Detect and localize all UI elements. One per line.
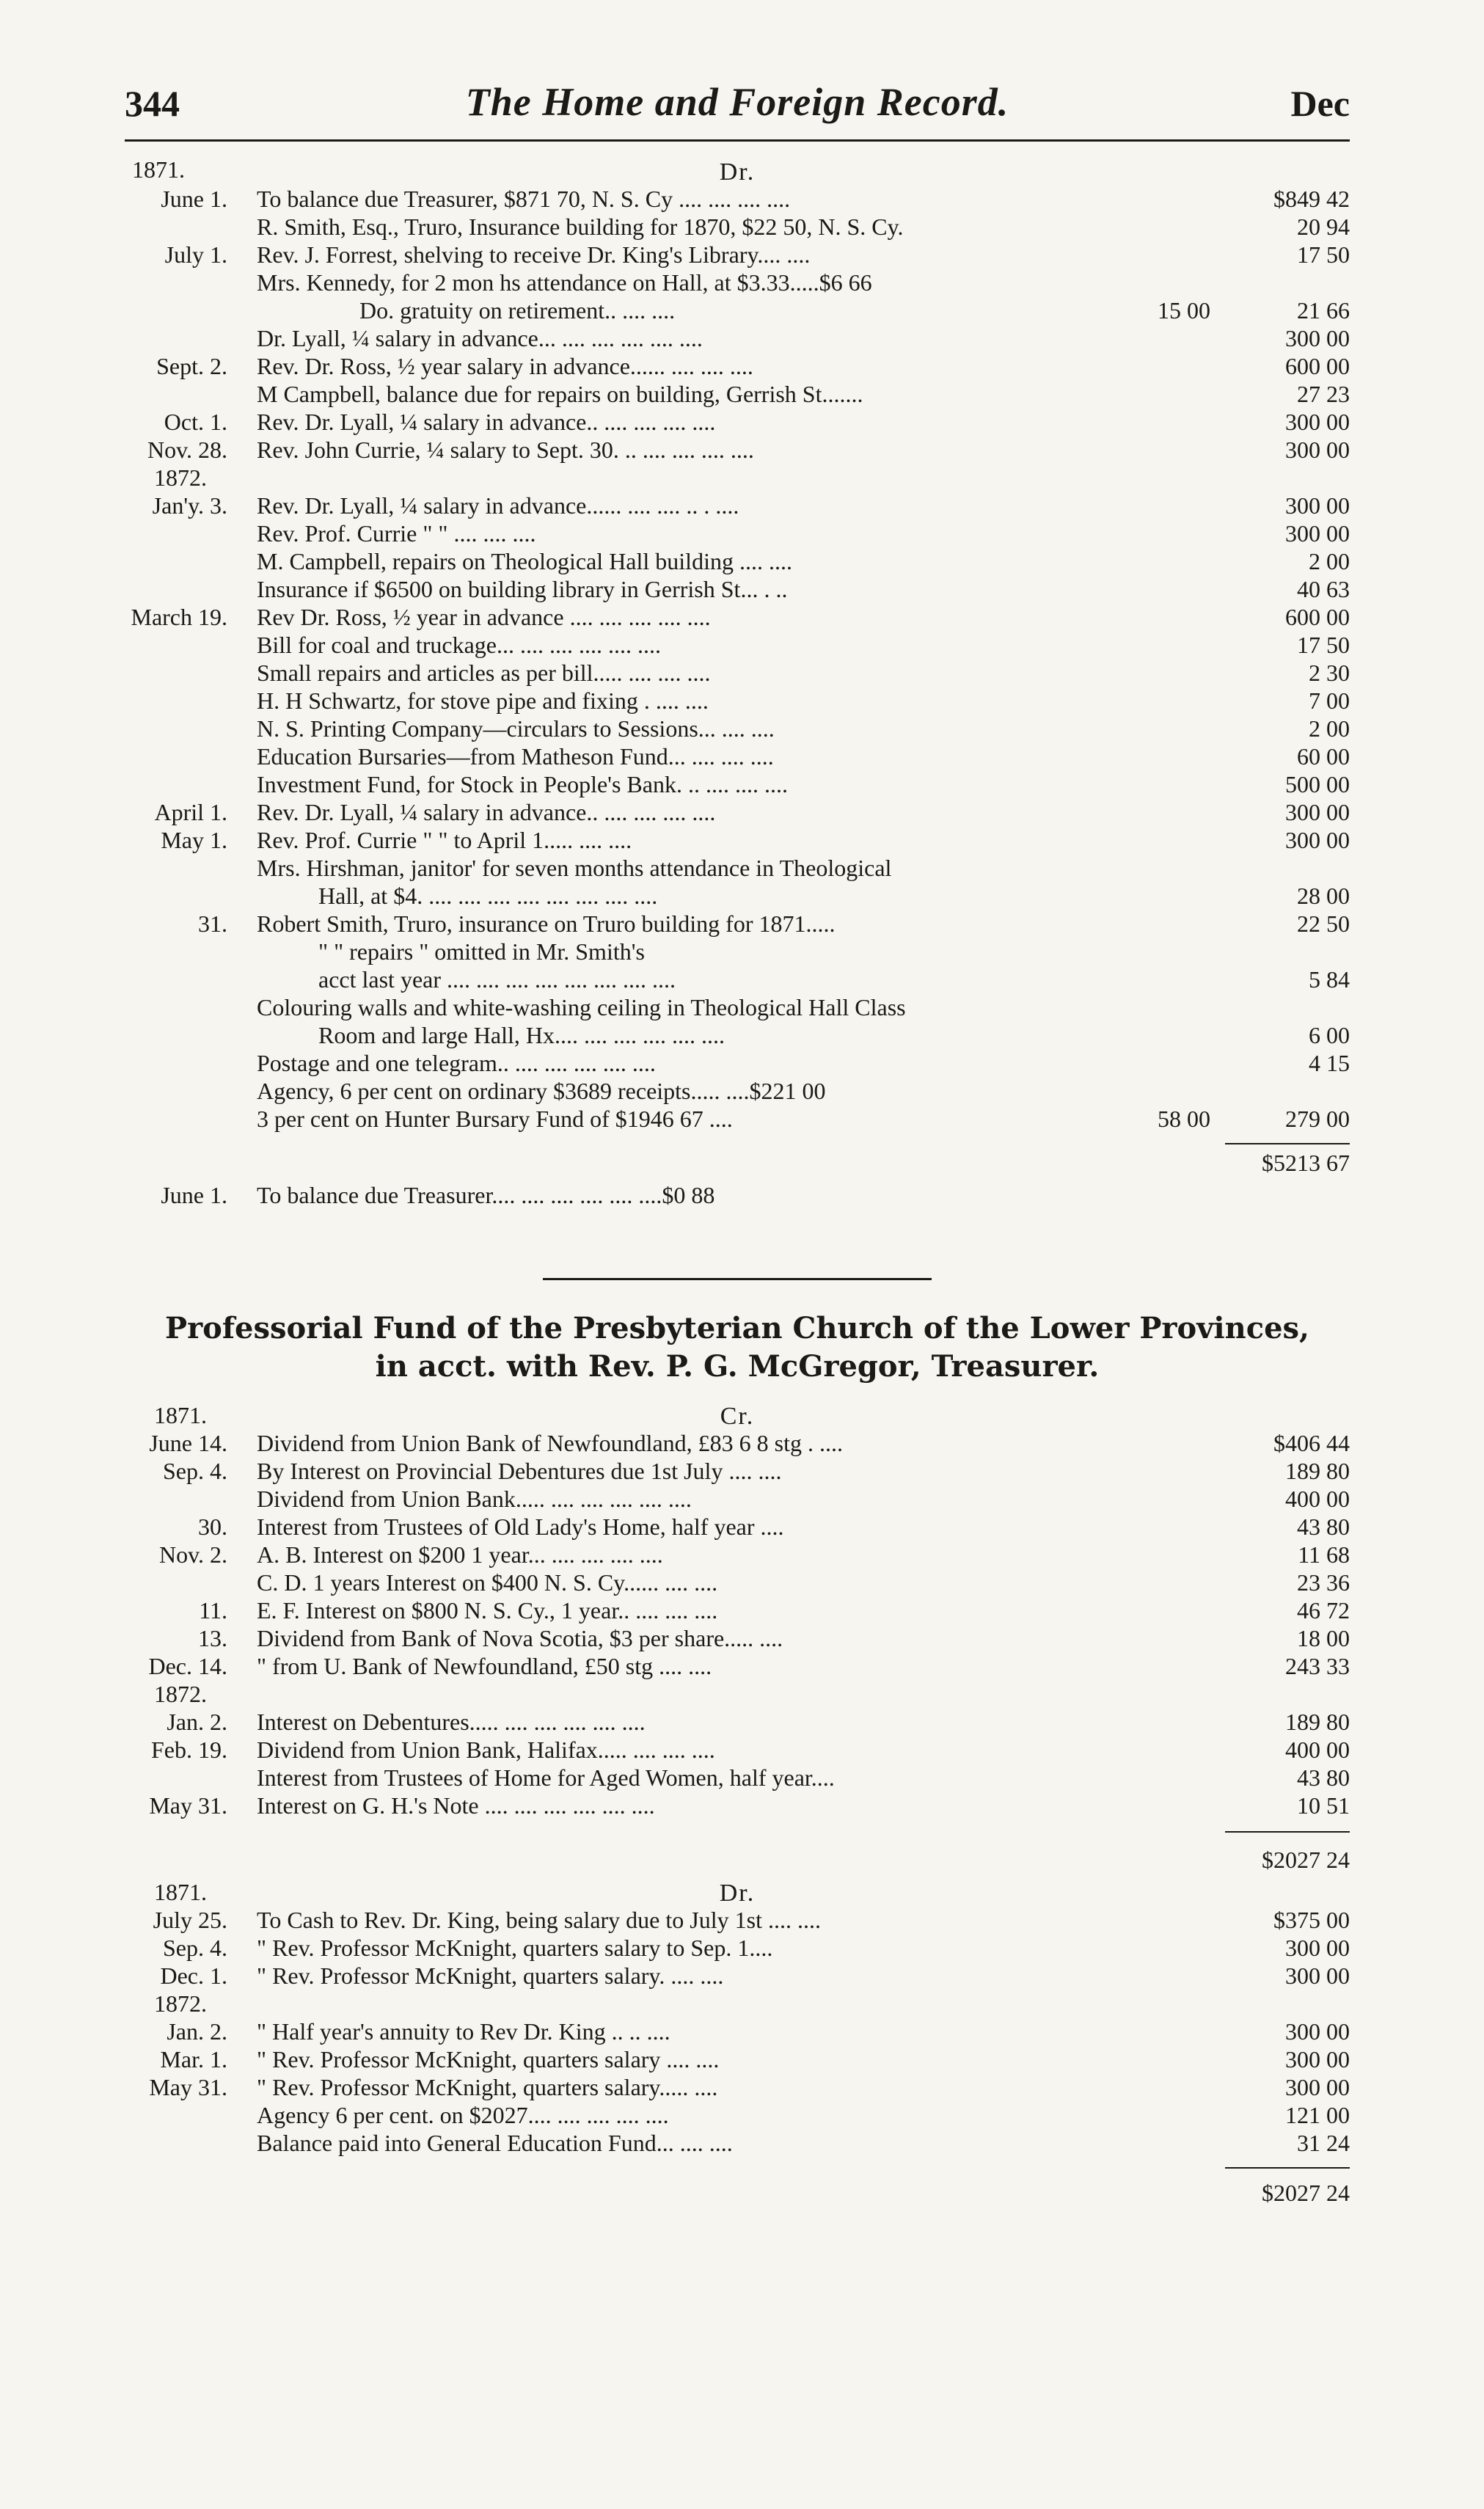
ledger-row [125, 1962, 1350, 1990]
entry-amount: 600 00 [1285, 604, 1350, 630]
entry-description: " Rev. Professor McKnight, quarters salary to Sep. 1.... [257, 1935, 773, 1961]
ledger-row [125, 910, 1350, 938]
entry-description: Agency 6 per cent. on $2027.... .... .... .... .... [257, 2102, 669, 2128]
entry-amount: 60 00 [1297, 743, 1350, 770]
entry-description: Rev. J. Forrest, shelving to receive Dr. King's Library.... .... [257, 241, 811, 268]
header-month: Dec [1290, 83, 1350, 124]
ledger-row [125, 854, 1350, 882]
ledger-row [125, 715, 1350, 742]
ledger-page [125, 0, 1350, 2509]
entry-date: April 1. [154, 799, 227, 825]
entry-description: By Interest on Provincial Debentures due 1st July .... .... [257, 1458, 782, 1484]
entry-description: Room and large Hall, Hx.... .... .... .... .... .... [318, 1022, 725, 1048]
total-rule [1225, 1831, 1350, 1833]
entry-description: Rev Dr. Ross, ½ year in advance .... .... .... .... .... [257, 604, 711, 630]
entry-description: acct last year .... .... .... .... .... .... .... .... [318, 966, 676, 993]
ledger-row [125, 1105, 1350, 1133]
entry-description: To balance due Treasurer, $871 70, N. S. Cy .... .... .... .... [257, 186, 791, 212]
entry-subamount: 58 00 [1158, 1106, 1210, 1132]
ledger-row [125, 1568, 1350, 1596]
entry-description: Robert Smith, Truro, insurance on Truro building for 1871..... [257, 910, 836, 937]
entry-amount: 28 00 [1297, 883, 1350, 909]
entry-amount: 46 72 [1297, 1597, 1350, 1624]
entry-description: Interest on G. H.'s Note .... .... .... .... .... .... [257, 1792, 655, 1819]
entry-amount: 5 84 [1309, 966, 1350, 993]
entry-date: March 19. [131, 604, 227, 630]
section-separator [543, 1278, 932, 1280]
entry-date: July 25. [153, 1907, 227, 1933]
entry-description: Hall, at $4. .... .... .... .... .... .... .... .... [318, 883, 658, 909]
ledger-row [125, 1990, 1350, 2017]
ledger-row [125, 2129, 1350, 2157]
entry-amount: 243 33 [1285, 1653, 1350, 1679]
entry-amount: 20 94 [1297, 213, 1350, 240]
ledger-row [125, 2017, 1350, 2045]
entry-description: C. D. 1 years Interest on $400 N. S. Cy...... .... .... [257, 1569, 718, 1596]
ledger-row [125, 1541, 1350, 1568]
year-label: 1872. [154, 1681, 207, 1707]
ledger-row [125, 2045, 1350, 2073]
entry-description: " " repairs " omitted in Mr. Smith's [318, 938, 645, 965]
entry-date: Nov. 28. [147, 437, 227, 463]
ledger-row [125, 770, 1350, 798]
ledger-row [125, 241, 1350, 269]
entry-description: To balance due Treasurer.... .... .... .... .... ....$0 88 [257, 1182, 715, 1208]
entry-date: 31. [198, 910, 227, 937]
entry-description: Rev. Dr. Lyall, ¼ salary in advance.. .... .... .... .... [257, 409, 716, 435]
entry-amount: 300 00 [1285, 799, 1350, 825]
entry-description: Dividend from Union Bank..... .... .... .... .... .... [257, 1486, 692, 1512]
entry-description: H. H Schwartz, for stove pipe and fixing . .... .... [257, 687, 709, 714]
total-amount: $2027 24 [1262, 2180, 1350, 2206]
entry-description: Agency, 6 per cent on ordinary $3689 receipts..... ....$221 00 [257, 1078, 826, 1104]
year-label-text: 1871. [154, 1879, 207, 1905]
ledger-row [125, 631, 1350, 659]
ledger-row [125, 408, 1350, 436]
entry-amount: 300 00 [1285, 1935, 1350, 1961]
entry-description: Rev. Dr. Lyall, ¼ salary in advance.. .... .... .... .... [257, 799, 716, 825]
total-amount: $2027 24 [1262, 1847, 1350, 1873]
entry-amount: 2 00 [1309, 715, 1350, 742]
year-label: 1872. [154, 464, 207, 491]
entry-date: Jan'y. 3. [152, 492, 227, 519]
entry-amount: 18 00 [1297, 1625, 1350, 1651]
entry-amount: 11 68 [1298, 1541, 1350, 1568]
ledger-row [125, 603, 1350, 631]
entry-amount: 300 00 [1285, 2074, 1350, 2100]
entry-description: Education Bursaries—from Matheson Fund... .... .... .... [257, 743, 774, 770]
entry-amount: 300 00 [1285, 1962, 1350, 1989]
entry-description: Rev. Prof. Currie " " to April 1..... .... .... [257, 827, 632, 853]
ledger-row [125, 1906, 1350, 1934]
entry-description: Balance paid into General Education Fund... .... .... [257, 2130, 733, 2156]
ledger-row [125, 1485, 1350, 1513]
entry-description: Insurance if $6500 on building library in Gerrish St... . .. [257, 576, 788, 602]
entry-date: June 14. [149, 1430, 227, 1456]
entry-description: A. B. Interest on $200 1 year... .... .... .... .... [257, 1541, 663, 1568]
ledger-row [125, 993, 1350, 1021]
entry-amount: 10 51 [1297, 1792, 1350, 1819]
entry-description: Postage and one telegram.. .... .... .... .... .... [257, 1050, 656, 1076]
entry-amount: 300 00 [1285, 437, 1350, 463]
entry-date: July 1. [164, 241, 227, 268]
entry-amount: 500 00 [1285, 771, 1350, 797]
entry-amount: 7 00 [1309, 687, 1350, 714]
entry-description: Do. gratuity on retirement.. .... .... [359, 297, 676, 324]
ledger-row [125, 882, 1350, 910]
entry-amount: 6 00 [1309, 1022, 1350, 1048]
entry-amount: 300 00 [1285, 827, 1350, 853]
ledger-row [125, 687, 1350, 715]
ledger-row [125, 519, 1350, 547]
entry-description: R. Smith, Esq., Truro, Insurance building for 1870, $22 50, N. S. Cy. [257, 213, 904, 240]
ledger-row [125, 1077, 1350, 1105]
entry-amount: 400 00 [1285, 1736, 1350, 1763]
total-rule [1225, 2167, 1350, 2169]
entry-date: Feb. 19. [151, 1736, 227, 1763]
entry-amount: 121 00 [1285, 2102, 1350, 2128]
entry-description: " Half year's annuity to Rev Dr. King .. .. .... [257, 2018, 670, 2045]
total-row [125, 1846, 1350, 1874]
entry-amount: 279 00 [1285, 1106, 1350, 1132]
entry-amount: 600 00 [1285, 353, 1350, 379]
year-label-text: 1871. [154, 1402, 207, 1428]
entry-description: Investment Fund, for Stock in People's Bank. .. .... .... .... [257, 771, 788, 797]
page-number: 344 [125, 83, 180, 124]
ledger-row [125, 1049, 1350, 1077]
entry-date: 13. [198, 1625, 227, 1651]
ledger-row [125, 296, 1350, 324]
entry-description: Colouring walls and white-washing ceiling in Theological Hall Class [257, 994, 906, 1020]
entry-description: " from U. Bank of Newfoundland, £50 stg .... .... [257, 1653, 712, 1679]
entry-description: Dr. Lyall, ¼ salary in advance... .... .... .... .... .... [257, 325, 703, 351]
ledger-row [125, 1652, 1350, 1680]
ledger-row [125, 1736, 1350, 1764]
ledger-row [125, 1708, 1350, 1736]
closing-balance-row [125, 1181, 1350, 1209]
entry-amount: 300 00 [1285, 2046, 1350, 2072]
entry-date: Dec. 14. [148, 1653, 227, 1679]
entry-description: " Rev. Professor McKnight, quarters salary. .... .... [257, 1962, 724, 1989]
ledger-row [125, 269, 1350, 296]
entry-amount: 43 80 [1297, 1764, 1350, 1791]
entry-description: Rev. John Currie, ¼ salary to Sept. 30. .. .... .... .... .... [257, 437, 754, 463]
ledger-row [125, 1021, 1350, 1049]
entry-description: Bill for coal and truckage... .... .... .... .... .... [257, 632, 661, 658]
entry-amount: 400 00 [1285, 1486, 1350, 1512]
dr-heading: Dr. [719, 158, 756, 186]
fund-title-line1: Professorial Fund of the Presbyterian Church of the Lower Provinces, [165, 1311, 1309, 1345]
entry-amount: 300 00 [1285, 409, 1350, 435]
ledger-row [125, 185, 1350, 213]
ledger-row [125, 1429, 1350, 1457]
ledger-row [125, 1513, 1350, 1541]
page-header [125, 82, 1350, 134]
ledger-row [125, 826, 1350, 854]
ledger-row [125, 575, 1350, 603]
ledger-row [125, 380, 1350, 408]
year-label: 1872. [154, 1990, 207, 2017]
entry-amount: 300 00 [1285, 325, 1350, 351]
fund-title-line2: in acct. with Rev. P. G. McGregor, Treasurer. [375, 1349, 1100, 1384]
entry-amount: 22 50 [1297, 910, 1350, 937]
total-rule [1225, 1143, 1350, 1144]
ledger-row [125, 965, 1350, 993]
entry-description: Mrs. Hirshman, janitor' for seven months attendance in Theological [257, 855, 892, 881]
entry-amount: 300 00 [1285, 2018, 1350, 2045]
entry-date: Sep. 4. [163, 1458, 227, 1484]
entry-description: " Rev. Professor McKnight, quarters salary..... .... [257, 2074, 718, 2100]
entry-amount: $849 42 [1273, 186, 1350, 212]
ledger-row [125, 742, 1350, 770]
entry-amount: 2 30 [1309, 660, 1350, 686]
entry-description: Rev. Prof. Currie " " .... .... .... [257, 520, 536, 547]
entry-amount: $375 00 [1273, 1907, 1350, 1933]
entry-date: 30. [198, 1513, 227, 1540]
total-row [125, 1149, 1350, 1177]
entry-description: Interest from Trustees of Home for Aged Women, half year.... [257, 1764, 835, 1791]
entry-description: Rev. Dr. Ross, ½ year salary in advance...... .... .... .... [257, 353, 753, 379]
entry-amount: 40 63 [1297, 576, 1350, 602]
entry-description: M Campbell, balance due for repairs on building, Gerrish St....... [257, 381, 863, 407]
entry-date: May 31. [149, 1792, 227, 1819]
entry-date: Mar. 1. [160, 2046, 227, 2072]
year-label-text: 1871. [132, 156, 185, 183]
entry-description: Rev. Dr. Lyall, ¼ salary in advance...... .... .... .. . .... [257, 492, 739, 519]
ledger-row [125, 1934, 1350, 1962]
entry-description: Interest on Debentures..... .... .... .... .... .... [257, 1709, 646, 1735]
ledger-row [125, 1680, 1350, 1708]
ledger-row [125, 492, 1350, 519]
entry-date: June 1. [161, 1182, 227, 1208]
entry-amount: 4 15 [1309, 1050, 1350, 1076]
total-amount: $5213 67 [1262, 1150, 1350, 1176]
dr-heading: Dr. [719, 1880, 756, 1907]
entry-date: Sep. 4. [163, 1935, 227, 1961]
ledger-row [125, 324, 1350, 352]
ledger-row [125, 464, 1350, 492]
ledger-row [125, 352, 1350, 380]
entry-amount: 189 80 [1285, 1709, 1350, 1735]
entry-description: 3 per cent on Hunter Bursary Fund of $1946 67 .... [257, 1106, 733, 1132]
entry-description: To Cash to Rev. Dr. King, being salary due to July 1st .... .... [257, 1907, 821, 1933]
entry-amount: 17 50 [1297, 632, 1350, 658]
entry-amount: 27 23 [1297, 381, 1350, 407]
entry-description: Dividend from Bank of Nova Scotia, $3 per share..... .... [257, 1625, 783, 1651]
ledger-row [125, 1596, 1350, 1624]
entry-description: Interest from Trustees of Old Lady's Home, half year .... [257, 1513, 784, 1540]
entry-description: N. S. Printing Company—circulars to Sessions... .... .... [257, 715, 775, 742]
entry-description: Small repairs and articles as per bill..... .... .... .... [257, 660, 711, 686]
journal-title: The Home and Foreign Record. [465, 80, 1009, 124]
ledger-row [125, 2073, 1350, 2101]
total-row [125, 2179, 1350, 2207]
entry-date: Jan. 2. [167, 2018, 227, 2045]
ledger-row [125, 938, 1350, 965]
entry-date: Oct. 1. [164, 409, 227, 435]
entry-amount: 43 80 [1297, 1513, 1350, 1540]
entry-amount: $406 44 [1273, 1430, 1350, 1456]
entry-date: Nov. 2. [158, 1541, 227, 1568]
ledger-row [125, 659, 1350, 687]
entry-description: " Rev. Professor McKnight, quarters salary .... .... [257, 2046, 720, 2072]
ledger-row [125, 1792, 1350, 1819]
entry-description: M. Campbell, repairs on Theological Hall building .... .... [257, 548, 792, 574]
header-rule [125, 139, 1350, 142]
ledger-row [125, 1624, 1350, 1652]
entry-description: Dividend from Union Bank, Halifax..... .... .... .... [257, 1736, 715, 1763]
entry-date: May 31. [149, 2074, 227, 2100]
entry-amount: 300 00 [1285, 492, 1350, 519]
ledger-row [125, 798, 1350, 826]
entry-amount: 21 66 [1297, 297, 1350, 324]
entry-date: Jan. 2. [167, 1709, 227, 1735]
entry-date: June 1. [161, 186, 227, 212]
entry-date: Sept. 2. [156, 353, 227, 379]
entry-amount: 2 00 [1309, 548, 1350, 574]
entry-amount: 300 00 [1285, 520, 1350, 547]
ledger-row [125, 1457, 1350, 1485]
cr-heading: Cr. [720, 1403, 755, 1430]
ledger-row [125, 213, 1350, 241]
entry-description: Dividend from Union Bank of Newfoundland, £83 6 8 stg . .... [257, 1430, 844, 1456]
entry-description: E. F. Interest on $800 N. S. Cy., 1 year.. .... .... .... [257, 1597, 718, 1624]
ledger-row [125, 2101, 1350, 2129]
entry-amount: 23 36 [1297, 1569, 1350, 1596]
ledger-row [125, 547, 1350, 575]
ledger-row [125, 1764, 1350, 1792]
entry-amount: 17 50 [1297, 241, 1350, 268]
entry-description: Mrs. Kennedy, for 2 mon hs attendance on Hall, at $3.33.....$6 66 [257, 269, 872, 296]
entry-amount: 189 80 [1285, 1458, 1350, 1484]
ledger-row [125, 436, 1350, 464]
entry-date: May 1. [161, 827, 227, 853]
entry-amount: 31 24 [1297, 2130, 1350, 2156]
entry-date: 11. [199, 1597, 227, 1624]
entry-date: Dec. 1. [160, 1962, 227, 1989]
entry-subamount: 15 00 [1158, 297, 1210, 324]
